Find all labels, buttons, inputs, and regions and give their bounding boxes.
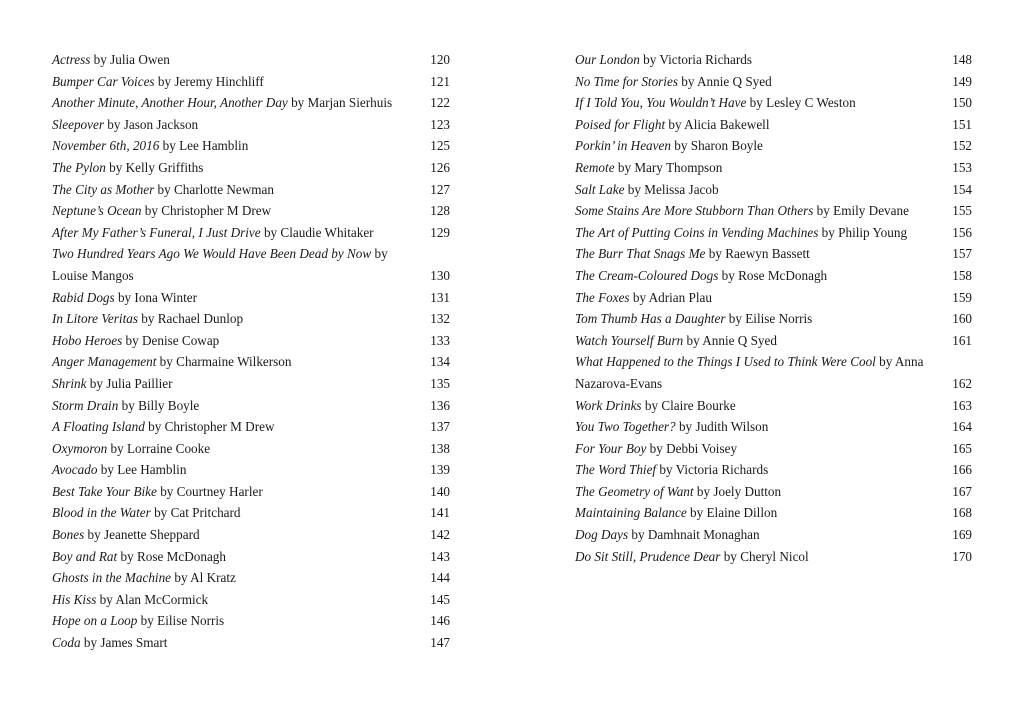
toc-entry-text bbox=[52, 481, 263, 503]
story-title: Ghosts in the Machine bbox=[52, 570, 172, 586]
toc-entry bbox=[52, 546, 450, 568]
story-title: The Art of Putting Coins in Vending Machines bbox=[575, 224, 819, 240]
story-author: by Melissa Jacob bbox=[624, 181, 719, 197]
toc-entry bbox=[52, 416, 450, 438]
story-title: Actress bbox=[52, 52, 91, 67]
toc-entry-text bbox=[575, 481, 781, 503]
toc-entry-text bbox=[575, 546, 809, 568]
page-number: 132 bbox=[430, 311, 450, 327]
story-title: Some Stains Are More Stubborn Than Others bbox=[575, 203, 814, 219]
story-title: In Litore Veritas bbox=[52, 311, 138, 327]
page-number: 131 bbox=[430, 289, 450, 305]
toc-entry-text bbox=[52, 287, 197, 309]
toc-entry-text bbox=[52, 524, 200, 546]
toc-entry-text bbox=[52, 49, 170, 71]
toc-entry bbox=[52, 438, 450, 460]
contents-right-column bbox=[575, 49, 972, 567]
story-title: The Geometry of Want bbox=[575, 483, 694, 499]
toc-entry-text bbox=[575, 373, 662, 395]
toc-entry-text bbox=[575, 135, 763, 157]
toc-entry-text bbox=[52, 243, 388, 265]
toc-entry-text bbox=[575, 330, 777, 352]
toc-entry bbox=[575, 438, 972, 460]
story-title: The Burr That Snags Me bbox=[575, 246, 706, 262]
page-number: 125 bbox=[430, 138, 450, 154]
story-title: Hobo Heroes bbox=[52, 332, 123, 348]
page-number: 169 bbox=[952, 527, 972, 543]
page-number: 149 bbox=[952, 73, 972, 89]
toc-entry bbox=[52, 395, 450, 417]
page-number: 163 bbox=[952, 397, 972, 413]
page-number: 158 bbox=[952, 267, 972, 283]
toc-entry-text bbox=[52, 589, 208, 611]
toc-entry bbox=[575, 330, 972, 352]
story-title: Work Drinks bbox=[575, 397, 642, 413]
story-title: The Foxes bbox=[575, 289, 630, 305]
toc-entry bbox=[575, 222, 972, 244]
page-number: 128 bbox=[430, 203, 450, 219]
toc-entry-text bbox=[575, 395, 736, 417]
toc-entry-text bbox=[52, 546, 226, 568]
toc-entry bbox=[52, 179, 450, 201]
story-author: by Joely Dutton bbox=[693, 483, 782, 499]
toc-entry bbox=[52, 157, 450, 179]
toc-entry-text bbox=[52, 610, 224, 632]
toc-entry-text bbox=[575, 222, 907, 244]
story-author: by Lee Hamblin bbox=[159, 138, 249, 154]
story-title: Our London bbox=[575, 52, 640, 67]
page-number: 160 bbox=[952, 311, 972, 327]
story-author: by Lee Hamblin bbox=[97, 462, 187, 478]
toc-entry bbox=[52, 287, 450, 309]
toc-entry-text bbox=[52, 200, 271, 222]
toc-entry-text bbox=[52, 157, 203, 179]
page-number: 133 bbox=[430, 332, 450, 348]
page-number: 162 bbox=[952, 375, 972, 391]
toc-entry bbox=[52, 200, 450, 222]
page-number: 123 bbox=[430, 116, 450, 132]
story-title: Oxymoron bbox=[52, 440, 108, 456]
story-title: Bones bbox=[52, 527, 85, 543]
story-title: A Floating Island bbox=[52, 419, 145, 435]
story-author: by Damhnait Monaghan bbox=[628, 527, 760, 543]
story-author: by Philip Young bbox=[818, 224, 908, 240]
story-author: by Victoria Richards bbox=[656, 462, 769, 478]
page-number: 146 bbox=[430, 613, 450, 629]
toc-entry bbox=[52, 589, 450, 611]
story-author: by Raewyn Bassett bbox=[705, 246, 810, 262]
page-number: 166 bbox=[952, 462, 972, 478]
story-author: by Julia Owen bbox=[90, 52, 170, 67]
toc-entry-text bbox=[575, 71, 772, 93]
story-author: by Billy Boyle bbox=[118, 397, 200, 413]
page-number: 148 bbox=[952, 52, 972, 67]
story-author: by Rose McDonagh bbox=[117, 548, 226, 564]
story-title: Anger Management bbox=[52, 354, 157, 370]
story-title: Sleepover bbox=[52, 116, 104, 132]
page-number: 144 bbox=[430, 570, 450, 586]
story-author: by Kelly Griffiths bbox=[105, 159, 204, 175]
toc-entry-text bbox=[52, 459, 186, 481]
story-author: Nazarova-Evans bbox=[575, 375, 663, 391]
toc-entry bbox=[575, 92, 972, 114]
story-author: by Lesley C Weston bbox=[746, 95, 856, 111]
story-author: by Rachael Dunlop bbox=[137, 311, 244, 327]
story-title: Two Hundred Years Ago We Would Have Been Dead by Now bbox=[52, 246, 372, 262]
toc-entry bbox=[52, 92, 450, 114]
story-author: by Anna bbox=[875, 354, 924, 370]
page-number: 143 bbox=[430, 548, 450, 564]
story-title: Rabid Dogs bbox=[52, 289, 115, 305]
page-number: 137 bbox=[430, 419, 450, 435]
story-author: by James Smart bbox=[80, 635, 168, 651]
toc-entry bbox=[52, 135, 450, 157]
toc-entry bbox=[52, 308, 450, 330]
page-number: 138 bbox=[430, 440, 450, 456]
story-author: by Elaine Dillon bbox=[686, 505, 778, 521]
story-author: by Sharon Boyle bbox=[670, 138, 763, 154]
toc-entry-text bbox=[52, 351, 291, 373]
story-author: by Eilise Norris bbox=[137, 613, 225, 629]
toc-entry-text bbox=[575, 351, 923, 373]
toc-entry-text bbox=[52, 308, 243, 330]
page-number: 130 bbox=[430, 267, 450, 283]
toc-entry-text bbox=[52, 438, 210, 460]
toc-entry bbox=[575, 459, 972, 481]
toc-entry-text bbox=[52, 135, 248, 157]
toc-entry bbox=[52, 502, 450, 524]
toc-entry bbox=[575, 481, 972, 503]
toc-entry-text bbox=[52, 395, 199, 417]
toc-entry bbox=[52, 459, 450, 481]
story-author: by Jeremy Hinchliff bbox=[154, 73, 264, 89]
page-number: 145 bbox=[430, 591, 450, 607]
toc-entry bbox=[52, 330, 450, 352]
toc-entry bbox=[575, 287, 972, 309]
toc-entry bbox=[52, 567, 450, 589]
story-author: by Charmaine Wilkerson bbox=[156, 354, 292, 370]
toc-entry-text bbox=[575, 200, 909, 222]
toc-entry bbox=[575, 179, 972, 201]
toc-entry-text bbox=[52, 567, 236, 589]
toc-entry-text bbox=[52, 330, 219, 352]
story-title: Watch Yourself Burn bbox=[575, 332, 684, 348]
story-title: Maintaining Balance bbox=[575, 505, 687, 521]
page-number: 129 bbox=[430, 224, 450, 240]
story-author: by Jeanette Sheppard bbox=[84, 527, 200, 543]
toc-entry-text bbox=[52, 373, 173, 395]
toc-entry bbox=[52, 71, 450, 93]
toc-entry bbox=[575, 524, 972, 546]
story-author: by Claire Bourke bbox=[641, 397, 736, 413]
page-number: 154 bbox=[952, 181, 972, 197]
toc-entry bbox=[575, 502, 972, 524]
story-author: by Annie Q Syed bbox=[677, 73, 772, 89]
page-number: 127 bbox=[430, 181, 450, 197]
toc-entry-text bbox=[575, 308, 812, 330]
toc-entry bbox=[575, 265, 972, 287]
toc-entry-text bbox=[52, 222, 374, 244]
toc-entry-text bbox=[575, 92, 856, 114]
toc-entry-text bbox=[575, 502, 777, 524]
story-title: November 6th, 2016 bbox=[52, 138, 160, 154]
toc-entry-text bbox=[575, 416, 768, 438]
page-number: 142 bbox=[430, 527, 450, 543]
toc-entry-text bbox=[52, 179, 274, 201]
page-number: 140 bbox=[430, 483, 450, 499]
story-title: Boy and Rat bbox=[52, 548, 118, 564]
toc-entry bbox=[575, 200, 972, 222]
page-number: 139 bbox=[430, 462, 450, 478]
story-author: by Charlotte Newman bbox=[154, 181, 274, 197]
story-author: by Debbi Voisey bbox=[646, 440, 738, 456]
story-title: The Word Thief bbox=[575, 462, 657, 478]
toc-entry bbox=[52, 524, 450, 546]
page-number: 147 bbox=[430, 635, 450, 651]
toc-entry bbox=[575, 157, 972, 179]
toc-entry-text bbox=[575, 524, 760, 546]
toc-entry-text bbox=[575, 459, 768, 481]
story-author: by Christopher M Drew bbox=[144, 419, 275, 435]
story-title: For Your Boy bbox=[575, 440, 647, 456]
story-title: The Pylon bbox=[52, 159, 106, 175]
story-author: by Emily Devane bbox=[813, 203, 909, 219]
page-number: 161 bbox=[952, 332, 972, 348]
story-author: by Al Kratz bbox=[171, 570, 236, 586]
story-title: Bumper Car Voices bbox=[52, 73, 155, 89]
toc-entry-text bbox=[575, 287, 712, 309]
story-author: by Victoria Richards bbox=[639, 52, 752, 67]
story-author: by Lorraine Cooke bbox=[107, 440, 211, 456]
story-author: by Judith Wilson bbox=[675, 419, 769, 435]
story-title: Blood in the Water bbox=[52, 505, 151, 521]
page-number: 151 bbox=[952, 116, 972, 132]
story-title: If I Told You, You Wouldn’t Have bbox=[575, 95, 747, 111]
story-author: by Denise Cowap bbox=[122, 332, 220, 348]
story-author: by Alan McCormick bbox=[96, 591, 209, 607]
contents-left-column bbox=[52, 49, 450, 654]
story-title: Avocado bbox=[52, 462, 98, 478]
page-number: 135 bbox=[430, 375, 450, 391]
toc-entry bbox=[575, 71, 972, 93]
toc-entry bbox=[575, 135, 972, 157]
toc-entry-text bbox=[575, 114, 770, 136]
story-title: Shrink bbox=[52, 375, 87, 391]
toc-entry-text bbox=[575, 157, 722, 179]
story-title: Another Minute, Another Hour, Another Day bbox=[52, 95, 288, 111]
page-number: 120 bbox=[430, 52, 450, 67]
page-number: 136 bbox=[430, 397, 450, 413]
story-author: by Annie Q Syed bbox=[683, 332, 777, 348]
page-number: 141 bbox=[430, 505, 450, 521]
toc-entry bbox=[575, 351, 972, 373]
toc-entry-text bbox=[52, 92, 392, 114]
toc-entry-text bbox=[52, 71, 264, 93]
story-title: Hope on a Loop bbox=[52, 613, 138, 629]
toc-entry bbox=[52, 265, 450, 287]
toc-entry bbox=[575, 114, 972, 136]
story-title: His Kiss bbox=[52, 591, 97, 607]
story-title: You Two Together? bbox=[575, 419, 676, 435]
toc-entry bbox=[52, 222, 450, 244]
page-number: 155 bbox=[952, 203, 972, 219]
story-author: by Courtney Harler bbox=[156, 483, 263, 499]
toc-entry bbox=[575, 546, 972, 568]
toc-entry-text bbox=[52, 632, 167, 654]
toc-entry bbox=[575, 416, 972, 438]
story-author: by Claudie Whitaker bbox=[260, 224, 374, 240]
toc-entry bbox=[575, 49, 972, 71]
toc-entry bbox=[52, 373, 450, 395]
toc-entry-text bbox=[575, 438, 737, 460]
story-author: by Iona Winter bbox=[114, 289, 197, 305]
story-author: by Mary Thompson bbox=[614, 159, 723, 175]
story-author: by Julia Paillier bbox=[86, 375, 173, 391]
page-number: 157 bbox=[952, 246, 972, 262]
toc-entry-text bbox=[52, 502, 241, 524]
toc-entry bbox=[52, 481, 450, 503]
toc-entry-text bbox=[52, 416, 274, 438]
story-author: by Adrian Plau bbox=[629, 289, 712, 305]
toc-entry bbox=[575, 395, 972, 417]
toc-entry bbox=[52, 632, 450, 654]
toc-entry bbox=[575, 308, 972, 330]
page-number: 167 bbox=[952, 483, 972, 499]
page-number: 153 bbox=[952, 159, 972, 175]
story-author: Louise Mangos bbox=[52, 267, 134, 283]
story-author: by Cat Pritchard bbox=[150, 505, 241, 521]
page-number: 150 bbox=[952, 95, 972, 111]
story-title: After My Father’s Funeral, I Just Drive bbox=[52, 224, 261, 240]
story-title: Best Take Your Bike bbox=[52, 483, 157, 499]
page-number: 121 bbox=[430, 73, 450, 89]
toc-entry-text bbox=[575, 49, 752, 71]
toc-entry-text bbox=[575, 179, 719, 201]
toc-entry-text bbox=[575, 243, 810, 265]
toc-entry-text bbox=[575, 265, 827, 287]
story-title: Poised for Flight bbox=[575, 116, 666, 132]
story-title: Coda bbox=[52, 635, 81, 651]
page-number: 159 bbox=[952, 289, 972, 305]
page-number: 156 bbox=[952, 224, 972, 240]
toc-entry-text bbox=[52, 265, 134, 287]
toc-entry bbox=[52, 243, 450, 265]
page-number: 170 bbox=[952, 548, 972, 564]
toc-entry-text bbox=[52, 114, 198, 136]
toc-entry bbox=[52, 49, 450, 71]
page-number: 152 bbox=[952, 138, 972, 154]
story-title: Dog Days bbox=[575, 527, 629, 543]
toc-entry bbox=[575, 373, 972, 395]
story-author: by bbox=[371, 246, 388, 262]
page-number: 168 bbox=[952, 505, 972, 521]
toc-entry bbox=[52, 610, 450, 632]
story-author: by Alicia Bakewell bbox=[665, 116, 770, 132]
toc-entry bbox=[575, 243, 972, 265]
story-title: Porkin’ in Heaven bbox=[575, 138, 671, 154]
story-title: What Happened to the Things I Used to Think Were Cool bbox=[575, 354, 876, 370]
story-author: by Rose McDonagh bbox=[718, 267, 828, 283]
story-author: by Marjan Sierhuis bbox=[287, 95, 393, 111]
story-title: The City as Mother bbox=[52, 181, 155, 197]
story-author: by Jason Jackson bbox=[104, 116, 199, 132]
toc-entry bbox=[52, 114, 450, 136]
story-title: Do Sit Still, Prudence Dear bbox=[575, 548, 721, 564]
story-author: by Cheryl Nicol bbox=[720, 548, 809, 564]
page-number: 126 bbox=[430, 159, 450, 175]
story-title: Storm Drain bbox=[52, 397, 119, 413]
page-number: 164 bbox=[952, 419, 972, 435]
story-title: The Cream-Coloured Dogs bbox=[575, 267, 719, 283]
story-title: Tom Thumb Has a Daughter bbox=[575, 311, 726, 327]
story-author: by Eilise Norris bbox=[725, 311, 813, 327]
page-number: 134 bbox=[430, 354, 450, 370]
story-title: Neptune’s Ocean bbox=[52, 203, 142, 219]
story-title: Remote bbox=[575, 159, 615, 175]
story-title: No Time for Stories bbox=[575, 73, 678, 89]
page-number: 122 bbox=[430, 95, 450, 111]
toc-entry bbox=[52, 351, 450, 373]
story-title: Salt Lake bbox=[575, 181, 625, 197]
page-number: 165 bbox=[952, 440, 972, 456]
story-author: by Christopher M Drew bbox=[141, 203, 272, 219]
